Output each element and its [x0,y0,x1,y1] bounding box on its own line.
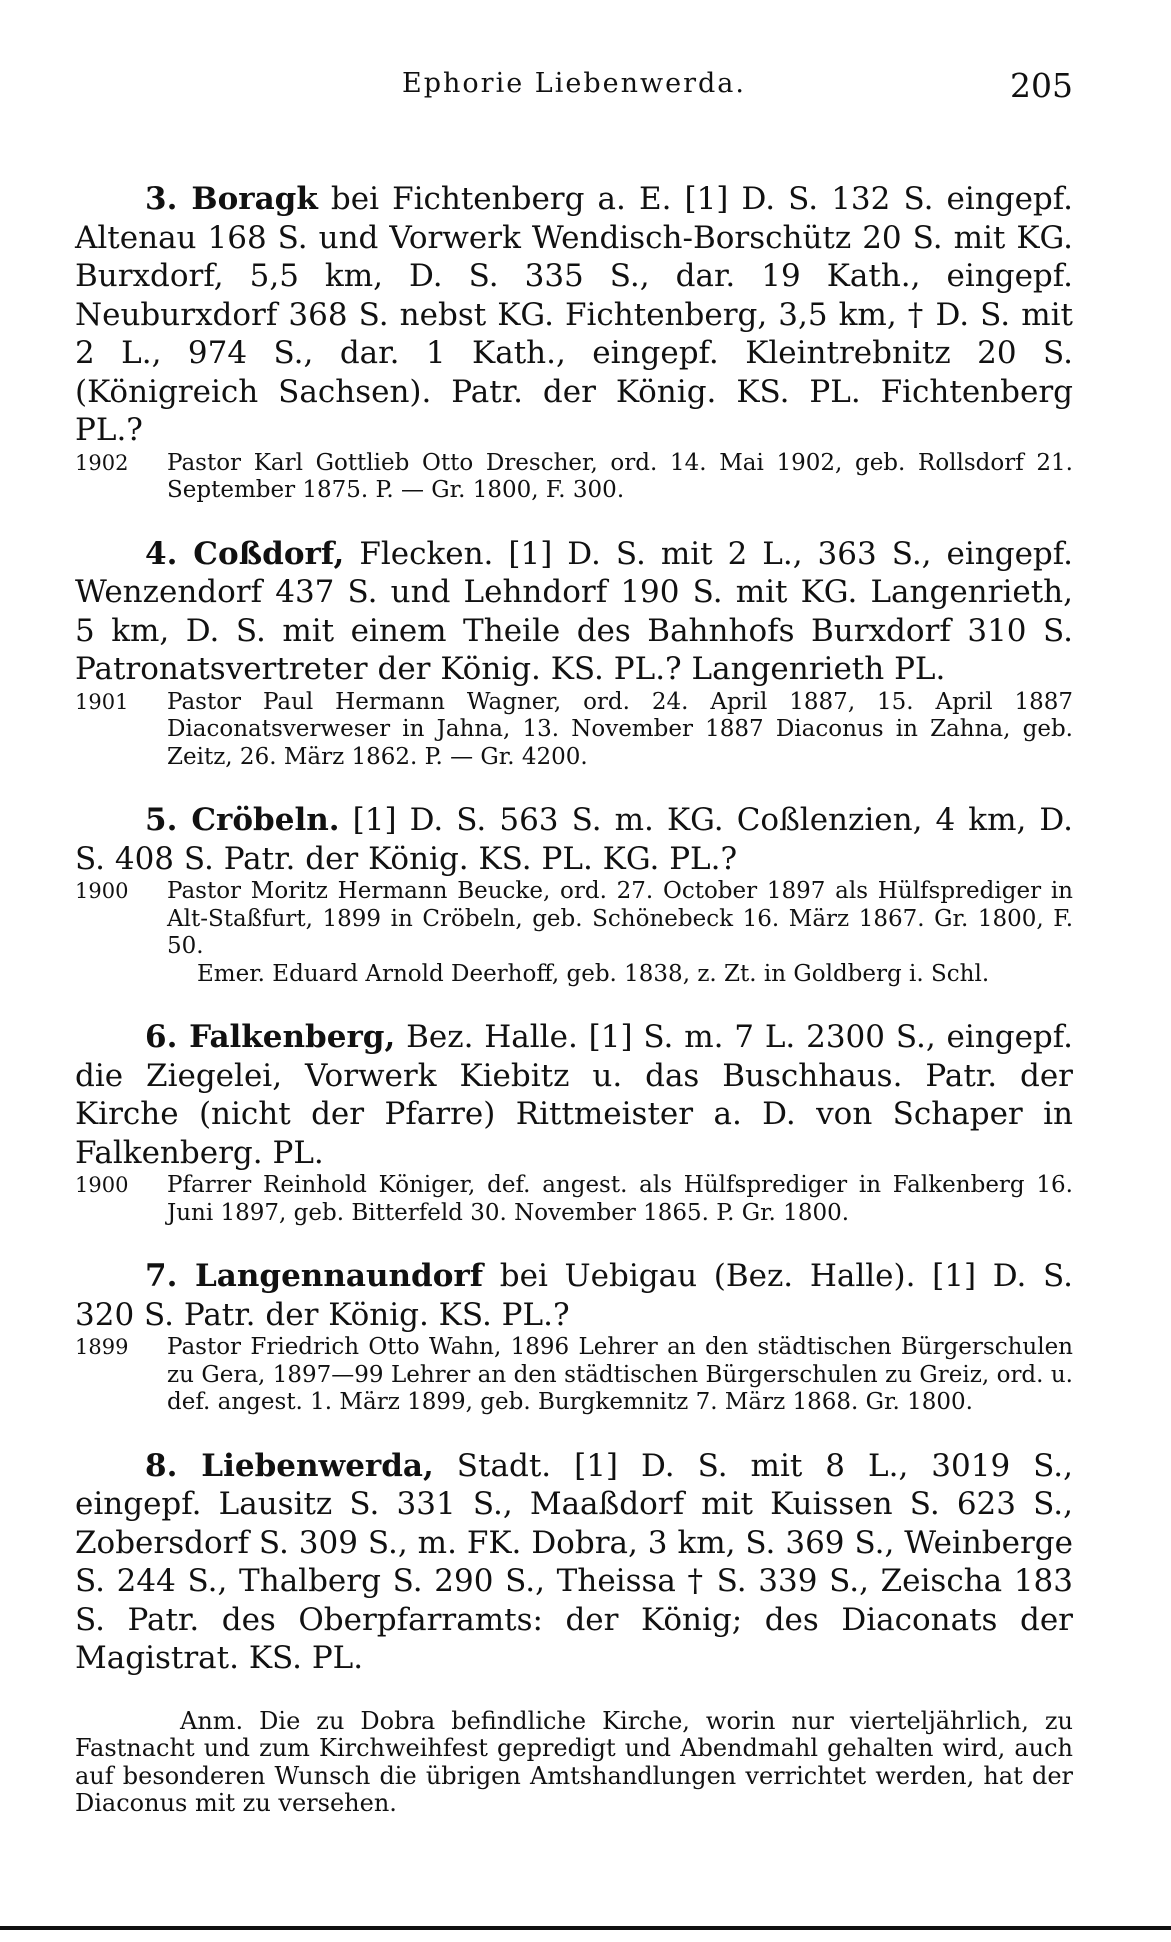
entry-falkenberg [75,1018,1073,1227]
entry-body [75,1018,1073,1172]
entry-body [75,1257,1073,1334]
entry-text: bei Fichtenberg a. E. [1] D. S. 132 S. eingepf. Altenau 168 S. und Vorwerk Wendisch-Borschütz 20 S. mit KG. Burxdorf, 5,5 km, D. S. 335 S., dar. 19 Kath., eingepf. Neuburxdorf 368 S. nebst KG. Fichtenberg, 3,5 km, † D. S. mit 2 L., 974 S., dar. 1 Kath., eingepf. Kleintrebnitz 20 S. (Königreich Sachsen). Patr. der König. KS. PL. Fichtenberg PL.? [75,181,1073,448]
note-text: Pastor Friedrich Otto Wahn, 1896 Lehrer an den städtischen Bürgerschulen zu Gera, 1897—99 Lehrer an den städtischen Bürgerschulen zu Greiz, ord. u. def. angest. 1. März 1899, geb. Burgkemnitz 7. März 1868. Gr. 1800. [167,1334,1073,1415]
entry-liebenwerda [75,1447,1073,1678]
entry-text: Bez. Halle. [1] S. m. 7 L. 2300 S., eingepf. die Ziegelei, Vorwerk Kiebitz u. das Buschhaus. Patr. der Kirche (nicht der Pfarre) Rittmeister a. D. von Schaper in Falkenberg. PL. [75,1019,1073,1171]
pastor-note [75,1334,1073,1417]
pastor-note [75,1172,1073,1227]
running-head [75,60,1073,112]
annotation-remark: Anm. Die zu Dobra befindliche Kirche, worin nur vierteljährlich, zu Fastnacht und zum Kirchweihfest gepredigt und Abendmahl gehalten wird, auch auf besonderen Wunsch die übrigen Amtshandlungen verrichtet werden, hat der Diaconus mit zu versehen. [75,1706,1073,1817]
entry-body [75,801,1073,878]
entry-text: Stadt. [1] D. S. mit 8 L., 3019 S., eingepf. Lausitz S. 331 S., Maaßdorf mit Kuissen S. 623 S., Zobersdorf S. 309 S., m. FK. Dobra, 3 km, S. 369 S., Weinberge S. 244 S., Thalberg S. 290 S., Theissa † S. 339 S., Zeischa 183 S. Patr. des Oberpfarramts: der König; des Diaconats der Magistrat. KS. PL. [75,1447,1073,1676]
entry-text: Flecken. [1] D. S. mit 2 L., 363 S., eingepf. Wenzendorf 437 S. und Lehndorf 190 S. mit KG. Langenrieth, 5 km, D. S. mit einem Theile des Bahnhofs Burxdorf 310 S. Patronatsvertreter der König. KS. PL.? Langenrieth PL. [75,535,1073,687]
entry-langennaundorf [75,1257,1073,1417]
page-number: 205 [1010,66,1073,105]
note-text: Pfarrer Reinhold Königer, def. angest. als Hülfsprediger in Falkenberg 16. Juni 1897, geb. Bitterfeld 30. November 1865. P. Gr. 1800. [167,1172,1073,1226]
pastor-note [75,689,1073,772]
pastor-note [75,878,1073,961]
note-year: 1901 [75,689,129,714]
entry-label: 6. Falkenberg, [145,1019,396,1055]
entry-body [75,180,1073,450]
note-year: 1900 [75,1173,129,1197]
note-year: 1899 [75,1335,129,1359]
note-text: Pastor Moritz Hermann Beucke, ord. 27. October 1897 als Hülfsprediger in Alt-Staßfurt, 1899 in Cröbeln, geb. Schönebeck 16. März 1867. Gr. 1800, F. 50. [167,878,1073,959]
entry-label: 8. Liebenwerda, [145,1447,434,1484]
pastor-note [75,450,1073,505]
entry-label: 7. Langennaundorf [145,1258,484,1294]
entry-body [75,1447,1073,1678]
running-title: Ephorie Liebenwerda. [402,68,746,99]
entry-label: 4. Coßdorf, [145,535,345,572]
entry-label: 3. Boragk [145,181,318,217]
note-year: 1902 [75,450,129,475]
entry-label: 5. Cröbeln. [145,802,340,838]
note-year: 1900 [75,879,129,903]
entry-croebeln [75,801,1073,988]
entry-body [75,535,1073,689]
note-text: Pastor Karl Gottlieb Otto Drescher, ord. 14. Mai 1902, geb. Rollsdorf 21. September 1875. P. — Gr. 1800, F. 300. [167,449,1073,503]
entry-cossdorf [75,535,1073,772]
entry-text: [1] D. S. 563 S. m. KG. Coßlenzien, 4 km, D. S. 408 S. Patr. der König. KS. PL. KG. PL.? [75,802,1073,877]
entry-boragk [75,180,1073,505]
emeritus-note: Emer. Eduard Arnold Deerhoff, geb. 1838, z. Zt. in Goldberg i. Schl. [197,960,990,987]
bottom-rule [0,1926,1171,1930]
note-text: Pastor Paul Hermann Wagner, ord. 24. April 1887, 15. April 1887 Diaconatsverweser in Jahna, 13. November 1887 Diaconus in Zahna, geb. Zeitz, 26. März 1862. P. — Gr. 4200. [167,688,1073,770]
entry-text: bei Uebigau (Bez. Halle). [1] D. S. 320 S. Patr. der König. KS. PL.? [75,1258,1073,1333]
